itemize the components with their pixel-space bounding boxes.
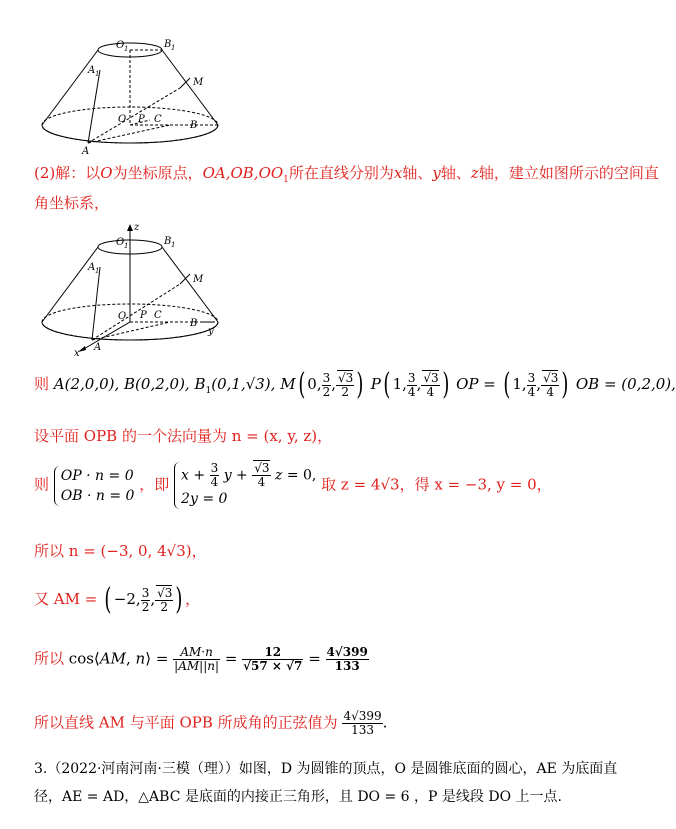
solution-intro-line2: 角坐标系， bbox=[34, 194, 110, 212]
label-O: O bbox=[118, 311, 127, 322]
label-P: P bbox=[140, 310, 147, 321]
cosine-line: 所以 cos⟨AM, n⟩ = $\frac{AM\cdot n}{|AM||n|}$ = $\frac{12}{√57 \times √7}$ = $\frac{4√399}{133}$ bbox=[34, 645, 368, 673]
question-3-line2: 径，AE = AD，△ABC 是底面的内接正三角形，且 DO = 6 ，P 是线段 DO 上一点. bbox=[34, 789, 562, 805]
label-B1-sub: 1 bbox=[171, 241, 176, 249]
label-O1: O bbox=[116, 40, 125, 51]
label-O1-sub: 1 bbox=[124, 242, 129, 250]
label-A1-sub: 1 bbox=[95, 70, 100, 78]
label-O1-sub: 1 bbox=[124, 45, 129, 53]
equation-system-line: 则 OP · n = 0 OB · n = 0 ，即 x + $\frac{3}{4}$ y + $\frac{√3}{4}$ z = 0, 2y = 0 取 z = 4√3，得 x = −3, y = 0， bbox=[34, 461, 552, 507]
label-P: P bbox=[138, 114, 145, 125]
label-B: B bbox=[190, 120, 198, 131]
label-M: M bbox=[193, 274, 204, 285]
frustum-figure-1 bbox=[30, 30, 210, 155]
label-B1: B bbox=[164, 39, 172, 50]
label-O: O bbox=[118, 114, 127, 125]
label-O1: O bbox=[116, 237, 125, 248]
label-A1: A bbox=[88, 65, 96, 76]
label-z: z bbox=[134, 222, 140, 233]
label-B: B bbox=[190, 318, 198, 329]
label-M: M bbox=[193, 77, 204, 88]
frustum-figure-2 bbox=[30, 222, 220, 357]
final-answer-line: 所以直线 AM 与平面 OPB 所成角的正弦值为 $\frac{4√399}{133}$ . bbox=[34, 709, 388, 737]
label-A1-sub: 1 bbox=[95, 267, 100, 275]
label-C: C bbox=[154, 114, 162, 125]
label-y: y bbox=[208, 326, 214, 337]
label-B1: B bbox=[164, 236, 172, 247]
label-A: A bbox=[82, 146, 90, 157]
label-C: C bbox=[154, 310, 162, 321]
normal-vector-result: 所以 n = (−3, 0, 4√3)， bbox=[34, 542, 207, 560]
solution-intro-line1: (2)解：以O为坐标原点，$OA,OB,OO_1$所在直线分别为x轴、y轴、z轴，建立如图所示的空间直 bbox=[34, 164, 659, 185]
normal-vector-line: 设平面 OPB 的一个法向量为 n = (x, y, z)， bbox=[34, 427, 333, 445]
coordinates-line: 则 A(2,0,0), B(0,2,0), $B_1(0,1,√3)$, M( 0, $\frac{3}{2}$ , $\frac{√3}{2}$ ) P( 1, $\frac{3}{4}$ , $\frac{√3}{4}$ ) OP = ( 1, $\frac{3}{4}$ , $\frac{√3}{4}$ ) OB = (0,2,0), bbox=[34, 367, 676, 402]
label-A: A bbox=[94, 342, 102, 353]
label-x: x bbox=[74, 348, 80, 359]
question-3-line1: 3.（2022·河南河南·三模（理））如图，D 为圆锥的顶点，O 是圆锥底面的圆心，AE 为底面直 bbox=[34, 761, 618, 777]
vector-AM-line: 又 AM = ( −2, $\frac{3}{2}$ , $\frac{√3}{2}$ ) ， bbox=[34, 582, 201, 617]
label-B1-sub: 1 bbox=[171, 44, 176, 52]
label-A1: A bbox=[88, 262, 96, 273]
